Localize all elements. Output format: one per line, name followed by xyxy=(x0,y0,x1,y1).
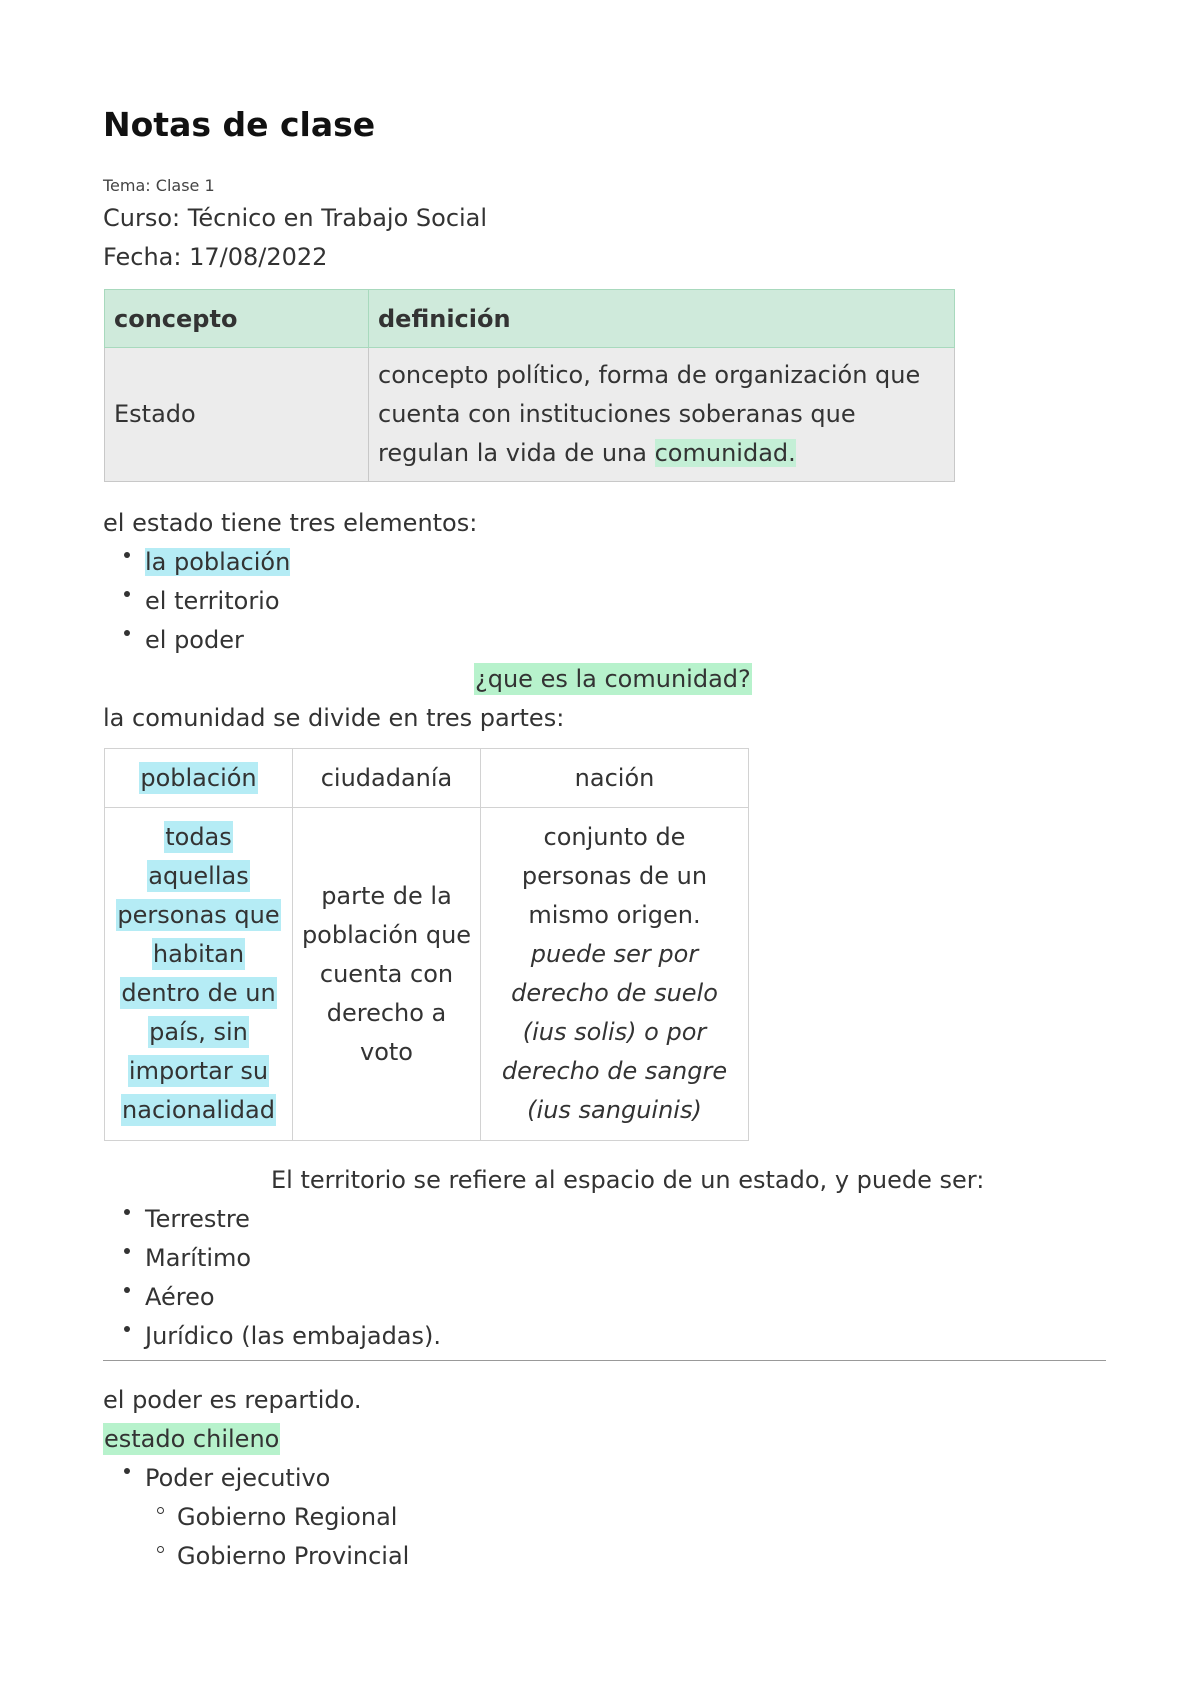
column-header-poblacion xyxy=(105,749,293,808)
header-text: población xyxy=(140,764,257,792)
cell-definicion xyxy=(369,348,955,482)
territory-intro: El territorio se refiere al espacio de un estado, y puede ser: xyxy=(271,1166,985,1194)
list-item xyxy=(103,543,290,582)
question-heading xyxy=(474,660,752,699)
power-list xyxy=(103,1459,330,1498)
table-row xyxy=(105,348,955,482)
column-header-definicion: definición xyxy=(369,290,955,348)
community-table xyxy=(104,748,749,1141)
list-item-text: la población xyxy=(145,548,291,576)
government-sublist xyxy=(103,1498,409,1576)
cell-poblacion xyxy=(105,808,293,1141)
concept-table xyxy=(104,289,955,482)
cell-nacion xyxy=(481,808,749,1141)
list-item: el territorio xyxy=(103,582,290,621)
page-title: Notas de clase xyxy=(103,105,376,144)
column-header-concepto: concepto xyxy=(105,290,369,348)
community-table-header xyxy=(105,749,749,808)
power-intro: el poder es repartido. xyxy=(103,1386,362,1414)
sublist-item: Gobierno Provincial xyxy=(103,1537,409,1576)
list-item: Aéreo xyxy=(103,1278,441,1317)
chilean-state-heading xyxy=(103,1420,280,1459)
topic-label: Tema: Clase 1 xyxy=(103,176,215,195)
cell-italic-text: puede ser por derecho de suelo (ius solis) o por derecho de sangre (ius sanguinis) xyxy=(501,940,728,1124)
community-intro: la comunidad se divide en tres partes: xyxy=(103,704,565,732)
list-item: Jurídico (las embajadas). xyxy=(103,1317,441,1356)
list-item: Marítimo xyxy=(103,1239,441,1278)
cell-ciudadania: parte de la población que cuenta con derecho a voto xyxy=(293,808,481,1141)
elements-list xyxy=(103,543,290,660)
list-item: Poder ejecutivo xyxy=(103,1459,330,1498)
elements-intro: el estado tiene tres elementos: xyxy=(103,509,478,537)
list-item: Terrestre xyxy=(103,1200,441,1239)
heading-text: estado chileno xyxy=(104,1425,280,1453)
cell-text: todas aquellas personas que habitan dentro de un país, sin importar su nacionalidad xyxy=(117,823,280,1124)
definition-text: concepto político, forma de organización que cuenta con instituciones soberanas que regulan la vida de una xyxy=(378,361,921,467)
column-header-ciudadania: ciudadanía xyxy=(293,749,481,808)
column-header-nacion: nación xyxy=(481,749,749,808)
course-line: Curso: Técnico en Trabajo Social xyxy=(103,204,488,232)
list-item: el poder xyxy=(103,621,290,660)
date-line: Fecha: 17/08/2022 xyxy=(103,243,328,271)
territory-list xyxy=(103,1200,441,1356)
sublist-item: Gobierno Regional xyxy=(103,1498,409,1537)
table-row xyxy=(105,808,749,1141)
concept-table-header xyxy=(105,290,955,348)
highlighted-word: comunidad. xyxy=(654,439,796,467)
divider xyxy=(103,1360,1106,1361)
cell-concepto: Estado xyxy=(105,348,369,482)
question-text: ¿que es la comunidad? xyxy=(475,665,751,693)
cell-text: conjunto de personas de un mismo origen. xyxy=(521,823,708,929)
